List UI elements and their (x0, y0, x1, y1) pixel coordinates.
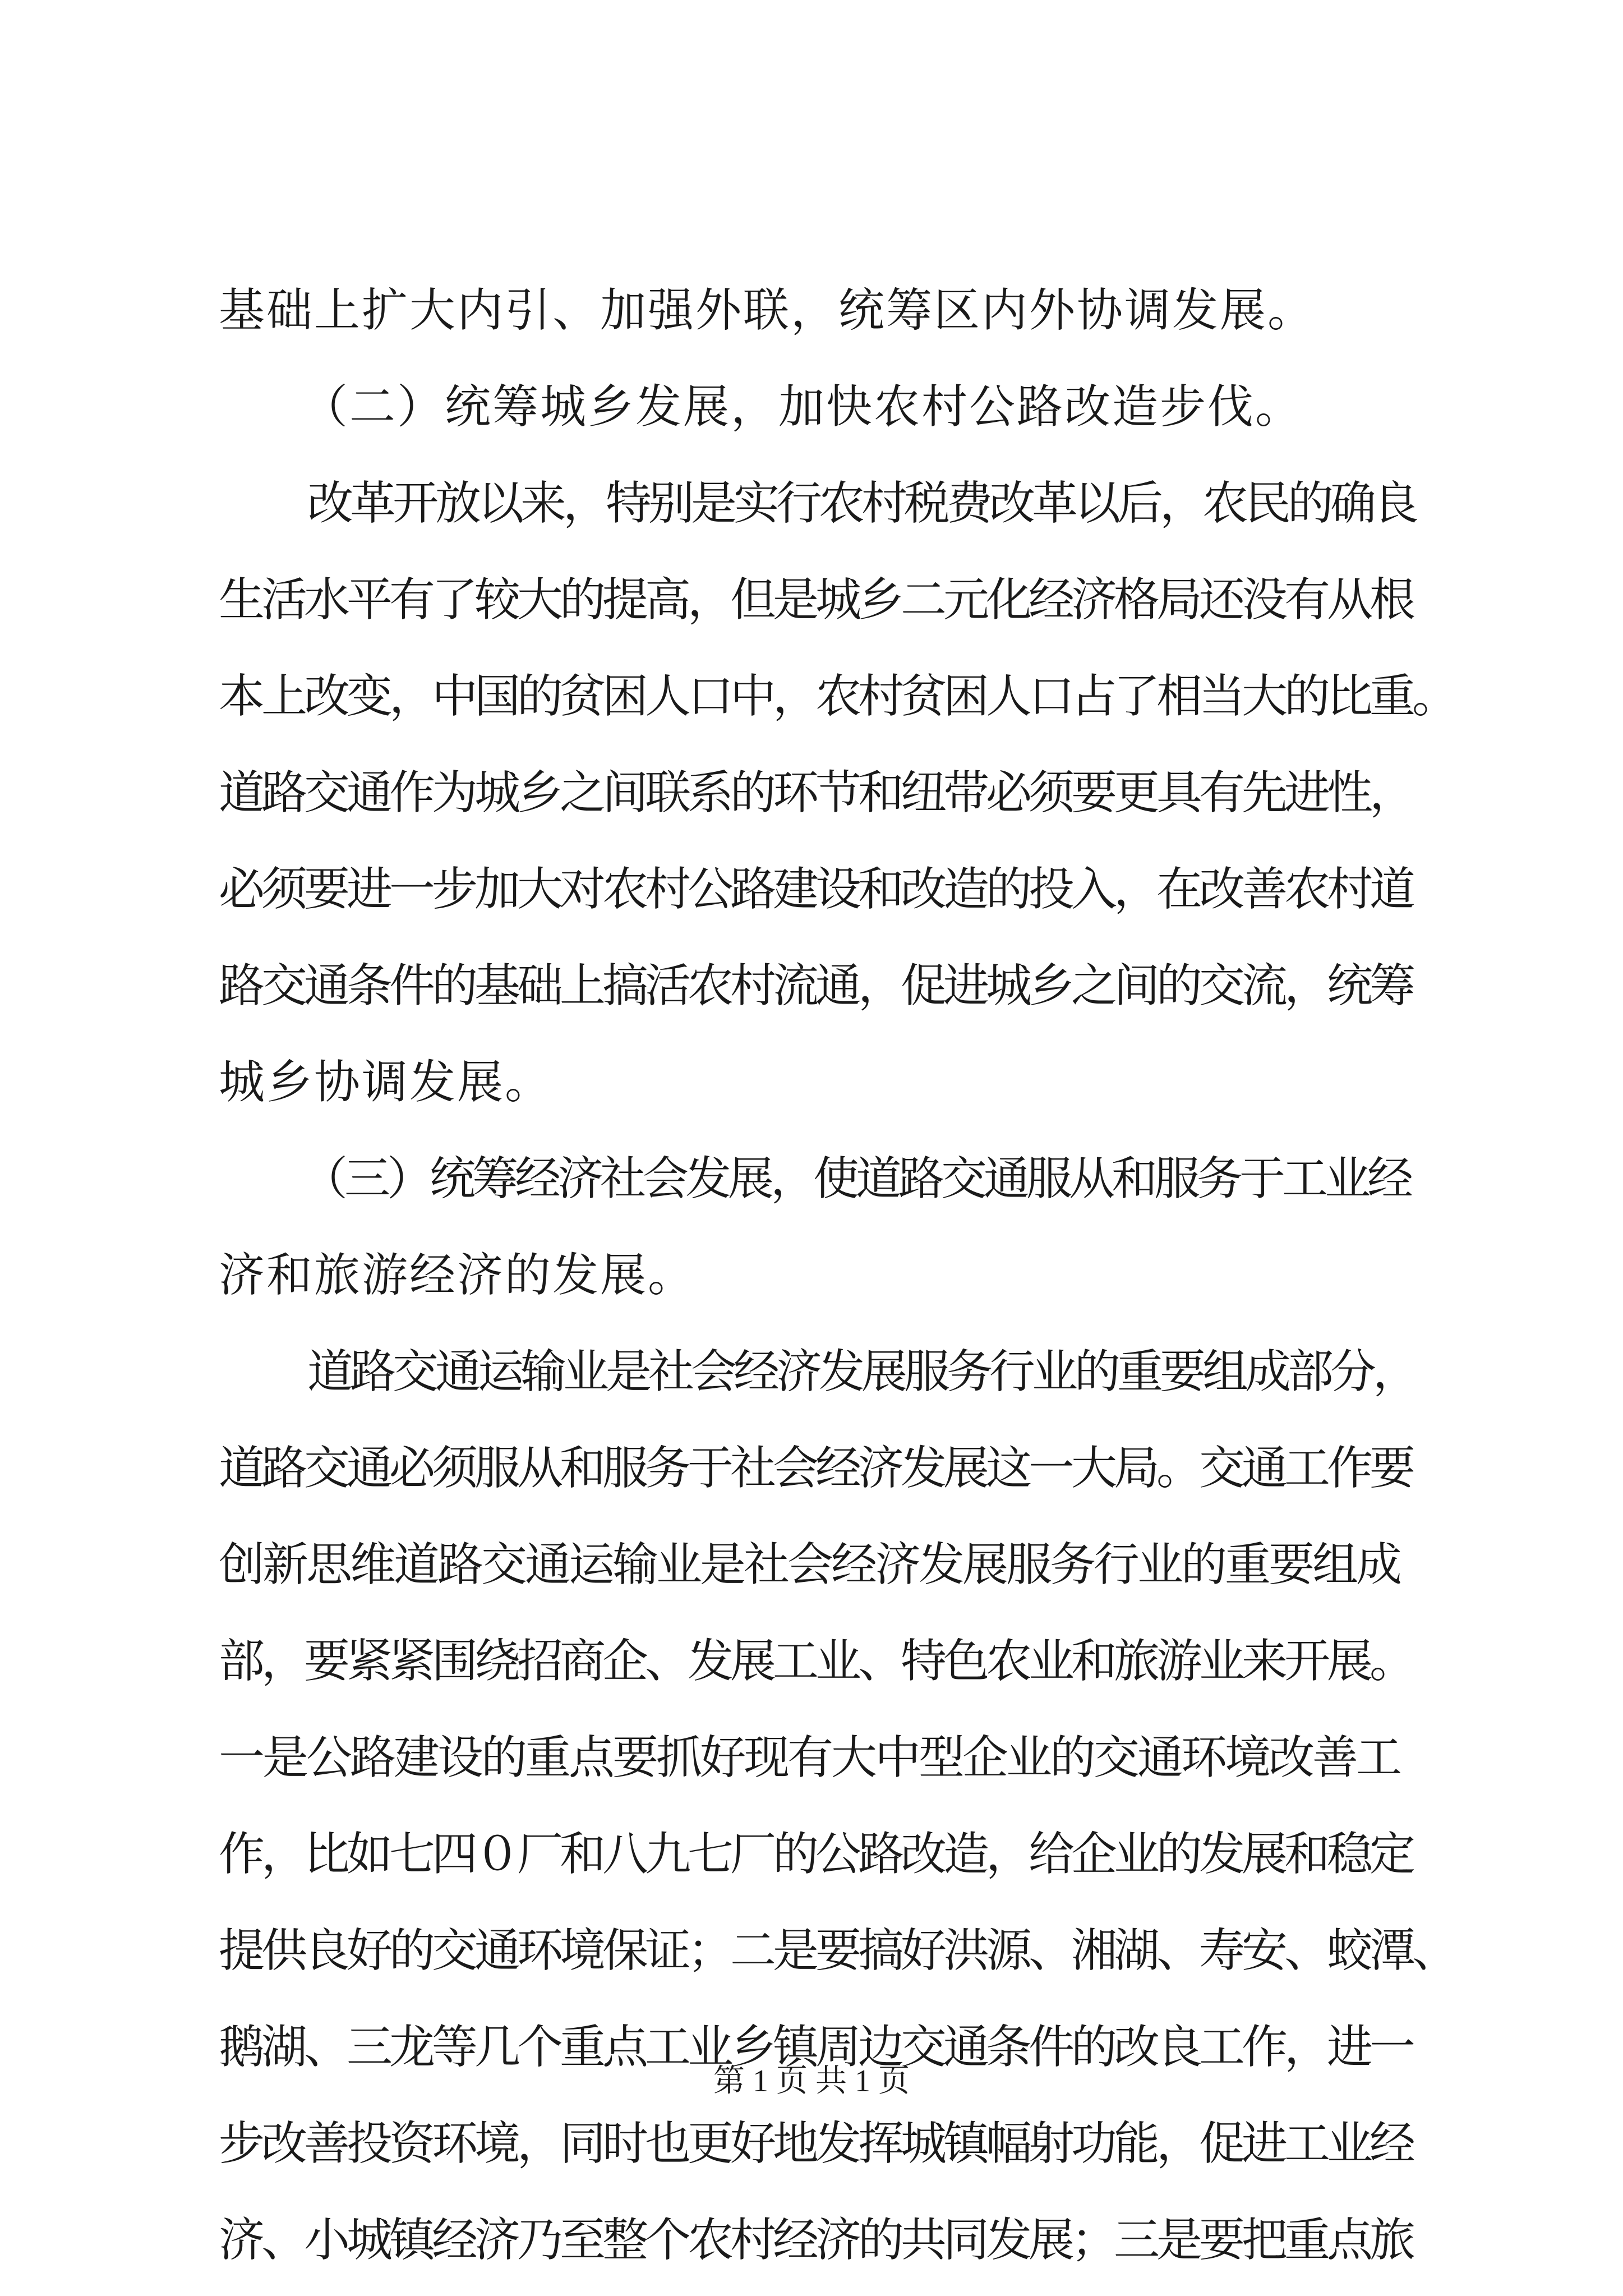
section-heading: （三）统筹经济社会发展，使道路交通服从和服务于工业经 (302, 1152, 1410, 1205)
text-line: 步改善投资环境，同时也更好地发挥城镇幅射功能，促进工业经 (219, 2117, 1413, 2170)
text-line: 道路交通作为城乡之间联系的环节和纽带必须要更具有先进性， (219, 766, 1413, 820)
text-line: 济、小城镇经济乃至整个农村经济的共同发展；三是要把重点旅 (219, 2214, 1413, 2267)
paragraph-first-line: 改革开放以来，特别是实行农村税费改革以后，农民的确良 (307, 477, 1416, 530)
text-line: 路交通条件的基础上搞活农村流通，促进城乡之间的交流，统筹 (219, 959, 1413, 1013)
text-line: 作，比如七四０厂和八九七厂的公路改造，给企业的发展和稳定 (219, 1828, 1413, 1881)
text-line: 本上改变，中国的贫困人口中，农村贫困人口占了相当大的比重。 (219, 670, 1455, 723)
text-line: 一是公路建设的重点要抓好现有大中型企业的交通环境改善工 (219, 1731, 1400, 1784)
section-heading-continued: 济和旅游经济的发展。 (219, 1249, 696, 1302)
text-line: 提供良好的交通环境保证；二是要搞好洪源、湘湖、寿安、蛟潭、 (219, 1924, 1455, 1977)
text-line: 鹅湖、三龙等几个重点工业乡镇周边交通条件的改良工作，进一 (219, 2021, 1413, 2074)
paragraph-first-line: 道路交通运输业是社会经济发展服务行业的重要组成部分， (307, 1345, 1416, 1398)
section-heading: （二）统筹城乡发展，加快农村公路改造步伐。 (302, 380, 1303, 434)
text-line: 城乡协调发展。 (219, 1056, 553, 1109)
text-line: 基础上扩大内引、加强外联，统筹区内外协调发展。 (219, 284, 1316, 337)
text-line: 部，要紧紧围绕招商企、发展工业、特色农业和旅游业来开展。 (219, 1635, 1413, 1688)
text-line: 必须要进一步加大对农村公路建设和改造的投入，在改善农村道 (219, 863, 1413, 916)
text-line: 道路交通必须服从和服务于社会经济发展这一大局。交通工作要 (219, 1442, 1413, 1495)
text-line: 生活水平有了较大的提高，但是城乡二元化经济格局还没有从根 (219, 573, 1413, 627)
text-line: 创新思维道路交通运输业是社会经济发展服务行业的重要组成 (219, 1538, 1400, 1591)
document-body (219, 263, 1455, 2289)
page-number-footer: 第 1 页 共 1 页 (713, 2064, 910, 2099)
